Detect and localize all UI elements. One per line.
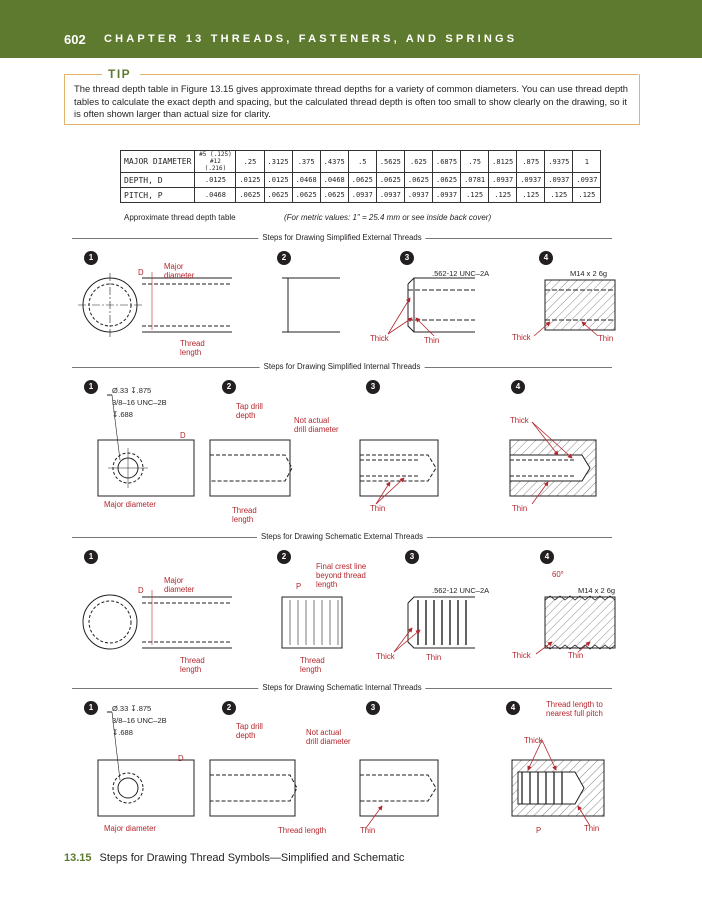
label-thin: Thin [426, 653, 442, 662]
label-thin: Thin [370, 504, 386, 513]
table-cell: .0625 [320, 188, 348, 203]
table-cell: .0937 [489, 173, 517, 188]
label-thread-length: Thread length [180, 656, 205, 674]
step-3-badge: 3 [366, 380, 380, 394]
table-cell: #5 (.125) #12 (.216) [195, 151, 236, 173]
table-cell: .0625 [348, 173, 376, 188]
table-cell: .25 [236, 151, 264, 173]
schematic-external-step4 [545, 596, 615, 649]
schematic-external-step3 [408, 597, 475, 648]
label-not-actual-drill: Not actual drill diameter [306, 728, 351, 746]
label-thick: Thick [512, 651, 531, 660]
label-angle-60: 60° [552, 570, 564, 579]
step-4-badge: 4 [540, 550, 554, 564]
label-thick: Thick [512, 333, 531, 342]
step-2-badge: 2 [277, 550, 291, 564]
simplified-external-end-view [78, 272, 232, 337]
table-cell: .4375 [320, 151, 348, 173]
hole-note-depth: Ø.33 ↧.875 [112, 704, 152, 713]
table-cell: .0625 [292, 188, 320, 203]
schematic-external-end-view [83, 590, 232, 649]
table-cell: .5 [348, 151, 376, 173]
figure-title: Steps for Drawing Thread Symbols—Simplified and Schematic [99, 852, 405, 864]
table-cell: .375 [292, 151, 320, 173]
label-major-diameter: Major diameter [104, 824, 156, 833]
table-cell: .0937 [573, 173, 601, 188]
step-2-badge: 2 [222, 701, 236, 715]
row-label: MAJOR DIAMETER [121, 151, 195, 173]
step-1-badge: 1 [84, 550, 98, 564]
label-thick: Thick [370, 334, 389, 343]
label-d: D [138, 268, 144, 277]
label-thin: Thin [360, 826, 376, 835]
table-cell: .0937 [517, 173, 545, 188]
table-cell: .0781 [461, 173, 489, 188]
table-cell: .0468 [195, 188, 236, 203]
label-p: P [296, 582, 302, 591]
label-d: D [180, 431, 186, 440]
hole-note-thread: 3/8–16 UNC–2B [112, 398, 167, 407]
unc-callout: .562-12 UNC–2A [432, 586, 490, 595]
table-cell: .0625 [404, 173, 432, 188]
step-1-badge: 1 [84, 380, 98, 394]
table-cell: .0937 [545, 173, 573, 188]
table-cell: .0937 [432, 188, 460, 203]
metric-callout: M14 x 2 6g [578, 586, 616, 595]
row-label: DEPTH, D [121, 173, 195, 188]
simplified-external-step3 [408, 278, 475, 332]
section-title: Steps for Drawing Simplified External Threads [258, 233, 425, 242]
table-cell: .0468 [292, 173, 320, 188]
label-thread-length-pitch: Thread length to nearest full pitch [546, 700, 603, 718]
table-cell: .9375 [545, 151, 573, 173]
step-3-badge: 3 [405, 550, 419, 564]
step-4-badge: 4 [506, 701, 520, 715]
hole-note-thread: 3/8–16 UNC–2B [112, 716, 167, 725]
metric-callout: M14 x 2 6g [570, 269, 608, 278]
step-1-badge: 1 [84, 701, 98, 715]
table-cell: .0125 [264, 173, 292, 188]
table-cell: .75 [461, 151, 489, 173]
schematic-internal-step4 [512, 760, 604, 816]
label-thick: Thick [510, 416, 529, 425]
section-title: Steps for Drawing Schematic Internal Threads [258, 683, 425, 692]
row-label: PITCH, P [121, 188, 195, 203]
section-title: Steps for Drawing Schematic External Threads [257, 532, 427, 541]
label-thread-length: Thread length [180, 339, 205, 357]
label-d: D [138, 586, 144, 595]
hole-note-depth: Ø.33 ↧.875 [112, 386, 152, 395]
table-cell: .0125 [236, 173, 264, 188]
table-caption: Approximate thread depth table [124, 213, 236, 222]
table-cell: .125 [573, 188, 601, 203]
table-cell: .125 [545, 188, 573, 203]
step-2-badge: 2 [222, 380, 236, 394]
schematic-external-step2 [282, 597, 342, 648]
table-cell: .0937 [404, 188, 432, 203]
label-thread-length: Thread length [232, 506, 257, 524]
label-major-diameter: Major diameter [164, 262, 195, 280]
table-cell: .0625 [376, 173, 404, 188]
table-cell: .0468 [320, 173, 348, 188]
schematic-internal-step3 [360, 760, 438, 816]
table-cell: .125 [489, 188, 517, 203]
step-3-badge: 3 [400, 251, 414, 265]
table-cell: .5625 [376, 151, 404, 173]
label-thin: Thin [584, 824, 600, 833]
label-thick: Thick [524, 736, 543, 745]
section-title: Steps for Drawing Simplified Internal Threads [260, 362, 425, 371]
simplified-internal-step2 [210, 440, 292, 496]
table-cell: .0937 [348, 188, 376, 203]
table-cell: .875 [517, 151, 545, 173]
simplified-internal-step3 [360, 440, 438, 496]
label-p: P [536, 826, 542, 835]
table-caption-metric: (For metric values: 1" = 25.4 mm or see inside back cover) [284, 213, 492, 222]
chapter-title: CHAPTER 13 THREADS, FASTENERS, AND SPRINGS [104, 33, 518, 45]
step-4-badge: 4 [539, 251, 553, 265]
label-major-diameter: Major diameter [164, 576, 195, 594]
simplified-external-step4 [545, 280, 615, 330]
label-major-diameter: Major diameter [104, 500, 156, 509]
tip-title: TIP [108, 67, 132, 81]
figure-caption [64, 852, 404, 864]
label-tap-drill-depth: Tap drill depth [236, 402, 263, 420]
table-cell: .0937 [376, 188, 404, 203]
simplified-external-step2 [282, 278, 340, 332]
label-thread-length: Thread length [278, 826, 327, 835]
label-d: D [178, 754, 184, 763]
table-cell: 1 [573, 151, 601, 173]
label-not-actual-drill: Not actual drill diameter [294, 416, 339, 434]
table-cell: .125 [461, 188, 489, 203]
schematic-internal-step2 [210, 760, 297, 816]
label-thin: Thin [512, 504, 528, 513]
label-thin: Thin [598, 334, 614, 343]
table-cell: .3125 [264, 151, 292, 173]
hole-note-thread-depth: ↧.688 [112, 410, 133, 419]
table-cell: .8125 [489, 151, 517, 173]
unc-callout: .562-12 UNC–2A [432, 269, 490, 278]
step-2-badge: 2 [277, 251, 291, 265]
table-cell: .0125 [195, 173, 236, 188]
figure-number: 13.15 [64, 852, 92, 864]
table-cell: .0625 [264, 188, 292, 203]
label-thin: Thin [568, 651, 584, 660]
label-thick: Thick [376, 652, 395, 661]
label-tap-drill-depth: Tap drill depth [236, 722, 263, 740]
label-final-crest: Final crest line beyond thread length [316, 562, 367, 589]
label-thin: Thin [424, 336, 440, 345]
step-3-badge: 3 [366, 701, 380, 715]
tip-text: The thread depth table in Figure 13.15 gives approximate thread depths for a variety of common diameters. You can use thread depth tables to calculate the exact depth and spacing, but the calculated thread depth is often too small to show clearly on the drawing, so it is often shown larger than actual size for clarity. [74, 83, 628, 119]
step-1-badge: 1 [84, 251, 98, 265]
table-cell: .625 [404, 151, 432, 173]
table-cell: .0625 [236, 188, 264, 203]
table-cell: .0625 [432, 173, 460, 188]
label-thread-length: Thread length [300, 656, 325, 674]
step-4-badge: 4 [511, 380, 525, 394]
hole-note-thread-depth: ↧.688 [112, 728, 133, 737]
table-cell: .6875 [432, 151, 460, 173]
table-cell: .125 [517, 188, 545, 203]
page-number: 602 [64, 32, 86, 47]
